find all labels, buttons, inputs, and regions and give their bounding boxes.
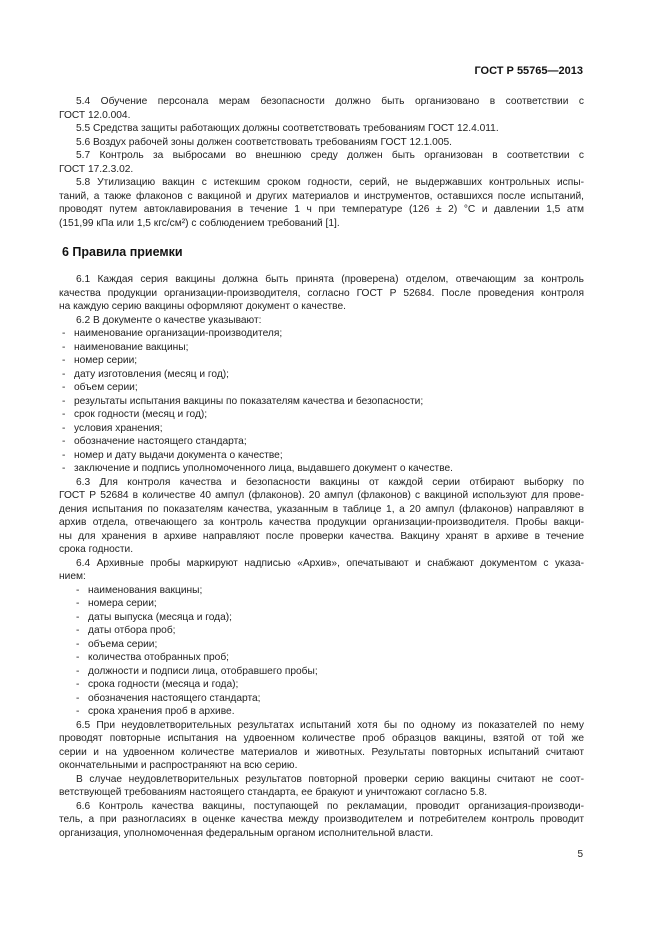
paragraph-6-6 xyxy=(59,800,584,841)
list-item xyxy=(59,395,584,409)
paragraph-line: (151,99 кПа или 1,5 кгс/см²) с соблюдением требований [1]. xyxy=(59,217,340,229)
list-item xyxy=(59,597,584,611)
paragraph-line: ГОСТ Р 52684 в количестве 40 ампул (флаконов). 20 ампул (флаконов) с вакциной используют для прове- xyxy=(59,490,584,501)
list-item-text: наименование организации-производителя; xyxy=(74,328,283,339)
paragraph-line: нием: xyxy=(59,571,86,582)
list-item-text: обозначение настоящего стандарта; xyxy=(74,436,247,447)
list-item xyxy=(59,624,584,638)
paragraph-line: ГОСТ 17.2.3.02. xyxy=(59,163,134,175)
paragraph-line: таний, а также флаконов с вакциной и других материалов и инструментов, оставшихся после испытаний, xyxy=(59,190,584,202)
dash-bullet-icon: - xyxy=(62,368,66,380)
dash-bullet-icon: - xyxy=(76,598,80,609)
list-item-text: условия хранения; xyxy=(74,422,163,434)
paragraph-line: проводят путем автоклавирования в течение 1 ч при температуре (126 ± 2) °С и давлении 1,5 атм xyxy=(59,204,584,215)
list-item xyxy=(59,692,584,706)
list-item-text: дату изготовления (месяц и год); xyxy=(74,368,230,380)
dash-bullet-icon: - xyxy=(76,638,80,650)
dash-bullet-icon: - xyxy=(76,625,80,636)
list-item xyxy=(59,435,584,449)
dash-bullet-icon: - xyxy=(62,395,66,407)
paragraph-line: 5.8 Утилизацию вакцин с истекшим сроком годности, серий, не выдержавших контрольных испы- xyxy=(76,177,584,188)
paragraph-line: архив отдела, отвечающего за контроль качества продукции организации-производителя. Пробы вакци- xyxy=(59,517,584,528)
paragraph-line: ГОСТ 12.0.004. xyxy=(59,109,131,121)
list-item xyxy=(59,611,584,625)
page-number: 5 xyxy=(577,849,583,860)
paragraph-line: качества продукции организации-производителя, согласно ГОСТ Р 52684. После проведения контроля xyxy=(59,287,584,299)
list-item-text: результаты испытания вакцины по показателям качества и безопасности; xyxy=(74,395,424,407)
paragraph-line: организация, уполномоченная федеральным органом исполнительной власти. xyxy=(59,827,434,839)
list-item-text: срок годности (месяц и год); xyxy=(74,409,208,420)
paragraph-line: проводят повторные испытания на удвоенном количестве проб образцов вакцины, взятой от той же xyxy=(59,733,584,744)
list-item xyxy=(59,678,584,692)
paragraph-line: серии и на удвоенном количестве материалов и животных. Результаты повторных испытаний считают xyxy=(59,746,584,758)
paragraph-6-5-b xyxy=(59,773,584,800)
paragraph-line: 6.4 Архивные пробы маркируют надписью «Архив», опечатывают и снабжают документом с указа- xyxy=(76,557,584,569)
dash-bullet-icon: - xyxy=(76,611,80,623)
list-item xyxy=(59,381,584,395)
dash-bullet-icon: - xyxy=(62,422,66,434)
paragraph-line: 5.6 Воздух рабочей зоны должен соответствовать требованиям ГОСТ 12.1.005. xyxy=(76,136,452,148)
paragraph-line: 5.4 Обучение персонала мерам безопасности должно быть организовано в соответствии с xyxy=(76,96,584,107)
list-item-text: срока годности (месяца и года); xyxy=(88,679,239,690)
list-item xyxy=(59,584,584,598)
paragraph-line: на каждую серию вакцины оформляют документ о качестве. xyxy=(59,301,346,312)
dash-bullet-icon: - xyxy=(76,665,80,677)
list-item-text: номера серии; xyxy=(88,598,157,609)
list-item-text: наименования вакцины; xyxy=(88,584,203,596)
dash-bullet-icon: - xyxy=(62,341,66,353)
list-item xyxy=(59,651,584,665)
paragraph-line: 5.5 Средства защиты работающих должны соответствовать требованиям ГОСТ 12.4.011. xyxy=(76,123,499,134)
paragraph-line: 5.7 Контроль за выбросами во внешнюю среду должен быть организован в соответствии с xyxy=(76,150,584,161)
list-item-text: номер серии; xyxy=(74,355,138,366)
paragraph-6-1 xyxy=(59,273,584,314)
dash-bullet-icon: - xyxy=(62,382,66,393)
dash-bullet-icon: - xyxy=(62,436,66,447)
list-6-2 xyxy=(59,327,584,476)
dash-bullet-icon: - xyxy=(62,463,66,474)
list-item xyxy=(59,408,584,422)
list-item-text: объем серии; xyxy=(74,382,138,393)
paragraph-5-8 xyxy=(59,176,584,230)
dash-bullet-icon: - xyxy=(76,652,80,663)
list-item xyxy=(59,368,584,382)
list-6-4 xyxy=(59,584,584,719)
paragraph-line: 6.6 Контроль качества вакцины, поступающей по рекламации, проводит организация-производи- xyxy=(76,800,584,812)
paragraph-6-2: 6.2 В документе о качестве указывают: xyxy=(76,314,262,326)
paragraph-line: 6.1 Каждая серия вакцины должна быть принята (проверена) отделом, отвечающим за контроль xyxy=(76,274,584,285)
paragraph-6-5 xyxy=(59,719,584,773)
paragraph-line: 6.3 Для контроля качества и безопасности вакцины от каждой серии отбирают выборку по xyxy=(76,476,584,488)
paragraph-line: тель, а при разногласиях в оценке качества между производителем и потребителем контроль проводит xyxy=(59,814,584,825)
dash-bullet-icon: - xyxy=(62,449,66,461)
list-item-text: объема серии; xyxy=(88,638,158,650)
list-item-text: обозначения настоящего стандарта; xyxy=(88,692,261,704)
paragraph-5-4 xyxy=(59,95,584,122)
dash-bullet-icon: - xyxy=(62,409,66,420)
paragraph-line: В случае неудовлетворительных результатов повторной проверки серию вакцины считают не соот- xyxy=(76,773,584,785)
list-item-text: количества отобранных проб; xyxy=(88,652,230,663)
document-header: ГОСТ Р 55765—2013 xyxy=(474,65,583,77)
paragraph-line: ны для хранения в архиве направляют после проверки качества. Вакцину хранят в архиве в течение xyxy=(59,530,584,542)
paragraph-line: срока годности. xyxy=(59,544,134,555)
dash-bullet-icon: - xyxy=(76,584,80,596)
list-item xyxy=(59,354,584,368)
list-item xyxy=(59,638,584,652)
dash-bullet-icon: - xyxy=(76,706,80,717)
page-body xyxy=(59,95,584,840)
list-item xyxy=(59,705,584,719)
dash-bullet-icon: - xyxy=(76,679,80,690)
paragraph-5-7 xyxy=(59,149,584,176)
list-item-text: должности и подписи лица, отобравшего пробы; xyxy=(88,665,318,677)
list-item xyxy=(59,665,584,679)
paragraph-5-6 xyxy=(59,136,584,150)
paragraph-line: дения испытания по показателям качества, указанным в таблице 1, а 20 ампул (флаконов) направляют в xyxy=(59,503,584,515)
dash-bullet-icon: - xyxy=(76,692,80,704)
list-item xyxy=(59,327,584,341)
list-item xyxy=(59,341,584,355)
dash-bullet-icon: - xyxy=(62,355,66,366)
list-item xyxy=(59,422,584,436)
list-item-text: срока хранения проб в архиве. xyxy=(88,706,235,717)
list-item-text: номер и дату выдачи документа о качестве; xyxy=(74,449,283,461)
list-item-text: даты отбора проб; xyxy=(88,625,176,636)
paragraph-6-3 xyxy=(59,476,584,557)
paragraph-5-5 xyxy=(59,122,584,136)
dash-bullet-icon: - xyxy=(62,328,66,339)
section-heading: 6 Правила приемки xyxy=(62,245,183,259)
list-item xyxy=(59,449,584,463)
paragraph-line: окончательными и распространяют на всю серию. xyxy=(59,760,298,771)
list-item-text: даты выпуска (месяца и года); xyxy=(88,611,232,623)
list-item xyxy=(59,462,584,476)
paragraph-6-4 xyxy=(59,557,584,584)
paragraph-line: 6.5 При неудовлетворительных результатах испытаний хотя бы по одному из показателей по нему xyxy=(76,719,584,731)
paragraph-line: ветствующей требованиям настоящего стандарта, ее бракуют и уничтожают согласно 5.8. xyxy=(59,787,488,798)
list-item-text: заключение и подпись уполномоченного лица, выдавшего документ о качестве. xyxy=(74,463,454,474)
list-item-text: наименование вакцины; xyxy=(74,341,189,353)
